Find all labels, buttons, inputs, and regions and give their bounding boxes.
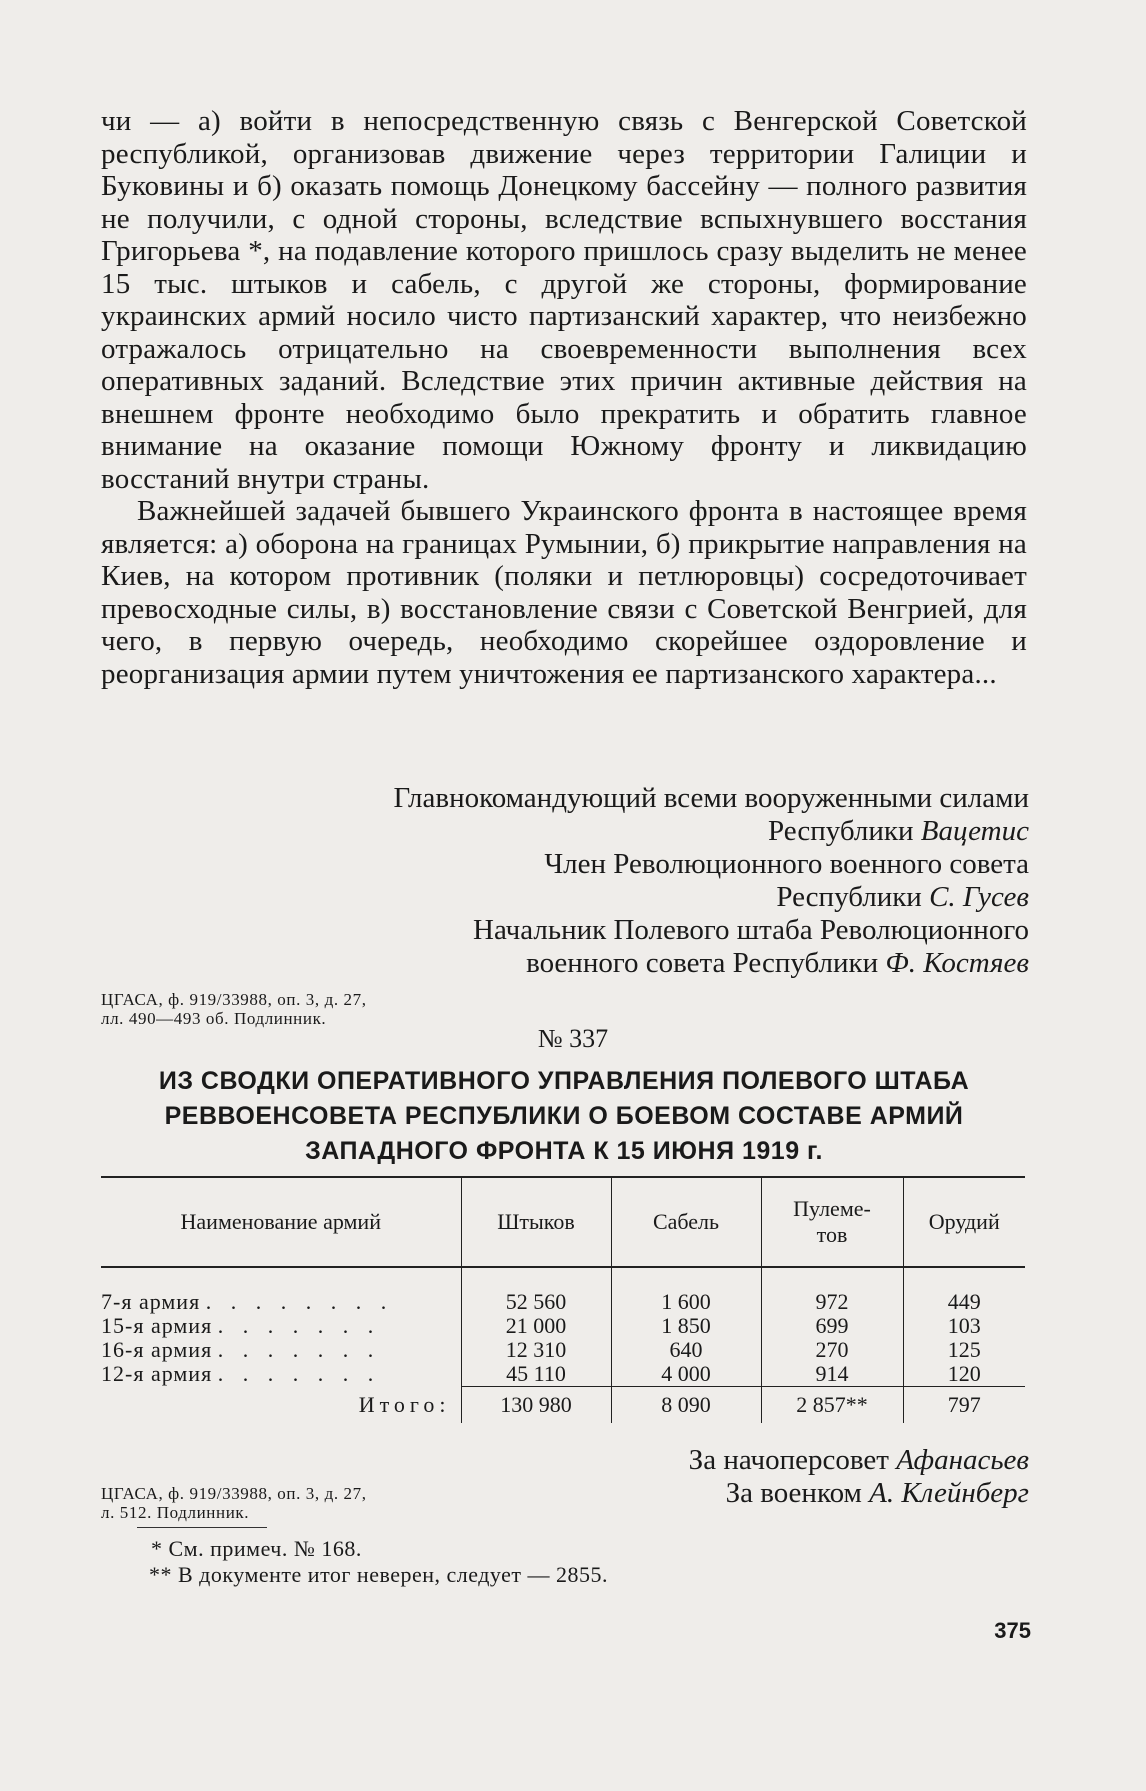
- header-guns: Орудий: [903, 1177, 1025, 1267]
- table-row: 7-я армия . . . . . . . . 52 560 1 600 972 449: [101, 1290, 1025, 1314]
- header-army-name: Наименование армий: [101, 1177, 461, 1267]
- title-line: ИЗ СВОДКИ ОПЕРАТИВНОГО УПРАВЛЕНИЯ ПОЛЕВОГО ШТАБА: [158, 1067, 970, 1095]
- table-header-row: [101, 1177, 1025, 1267]
- title-line: ЗАПАДНОГО ФРОНТА К 15 ИЮНЯ 1919 г.: [305, 1137, 823, 1165]
- signature-line: Республики Вацетис: [768, 815, 1029, 847]
- archive-reference-2: [101, 1484, 367, 1522]
- title-line: РЕВВОЕНСОВЕТА РЕСПУБЛИКИ О БОЕВОМ СОСТАВЕ АРМИЙ: [164, 1102, 964, 1130]
- signature-line: Республики С. Гусев: [776, 881, 1029, 913]
- signature-line: За военком А. Клейнберг: [725, 1477, 1029, 1509]
- archive-line: ЦГАСА, ф. 919/33988, оп. 3, д. 27,: [101, 990, 367, 1009]
- signature-line: военного совета Республики Ф. Костяев: [526, 947, 1029, 979]
- signature-block-2: [689, 1444, 1029, 1510]
- signature-block-1: [393, 782, 1029, 980]
- footnote-1: * См. примеч. № 168.: [151, 1536, 362, 1561]
- table-row: 15-я армия . . . . . . . 21 000 1 850 699 103: [101, 1314, 1025, 1338]
- page-number: 375: [994, 1618, 1031, 1643]
- archive-line: ЦГАСА, ф. 919/33988, оп. 3, д. 27,: [101, 1484, 367, 1503]
- army-composition-table: [101, 1176, 1025, 1423]
- signature-line: За начоперсовет Афанасьев: [688, 1444, 1029, 1476]
- footnote-2: ** В документе итог неверен, следует — 2855.: [149, 1562, 609, 1587]
- footnote-rule: [137, 1527, 267, 1528]
- archive-line: лл. 490—493 об. Подлинник.: [101, 1009, 327, 1028]
- signature-line: Член Революционного военного совета: [544, 848, 1029, 880]
- signature-line: Главнокомандующий всеми вооруженными силами: [393, 782, 1029, 814]
- header-bayonets: Штыков: [461, 1177, 611, 1267]
- archive-line: л. 512. Подлинник.: [101, 1503, 250, 1522]
- document-number: № 337: [537, 1024, 609, 1053]
- archive-reference-1: [101, 990, 367, 1028]
- signature-line: Начальник Полевого штаба Революционного: [473, 914, 1029, 946]
- document-title: [101, 1064, 1027, 1169]
- header-sabres: Сабель: [611, 1177, 761, 1267]
- table-row: 16-я армия . . . . . . . 12 310 640 270 125: [101, 1338, 1025, 1362]
- body-text: [101, 105, 1027, 690]
- total-label: Итого:: [358, 1391, 451, 1417]
- paragraph-2: Важнейшей задачей бывшего Украинского фронта в настоящее время является: а) оборона на границах Румынии, б) прикрытие направления на Киев, на котором противник (поляки и петлюровцы) сосредоточивает превосходные силы, в) восстановление связи с Советской Венгрией, для чего, в первую очередь, необходимо скорейшее оздоровление и реорганизация армии путем уничтожения ее партизанского характера...: [101, 495, 1027, 690]
- paragraph-1: чи — а) войти в непосредственную связь с Венгерской Советской республикой, организовав движение через территории Галиции и Буковины и б) оказать помощь Донецкому бассейну — полного развития не получили, с одной стороны, вследствие вспыхнувшего восстания Григорьева *, на подавление которого пришлось сразу выделить не менее 15 тыс. штыков и сабель, с другой же стороны, формирование украинских армий носило чисто партизанский характер, что неизбежно отражалось отрицательно на своевременности выполнения всех оперативных заданий. Вследствие этих причин активные действия на внешнем фронте необходимо было прекратить и обратить главное внимание на оказание помощи Южному фронту и ликвидацию восстаний внутри страны.: [101, 105, 1027, 495]
- table-row: 12-я армия . . . . . . . 45 110 4 000 914 120: [101, 1362, 1025, 1387]
- table-total-row: Итого: 130 980 8 090 2 857** 797: [101, 1387, 1025, 1424]
- footnotes: [101, 1527, 608, 1588]
- header-machine-guns: Пулеме- тов: [761, 1177, 903, 1267]
